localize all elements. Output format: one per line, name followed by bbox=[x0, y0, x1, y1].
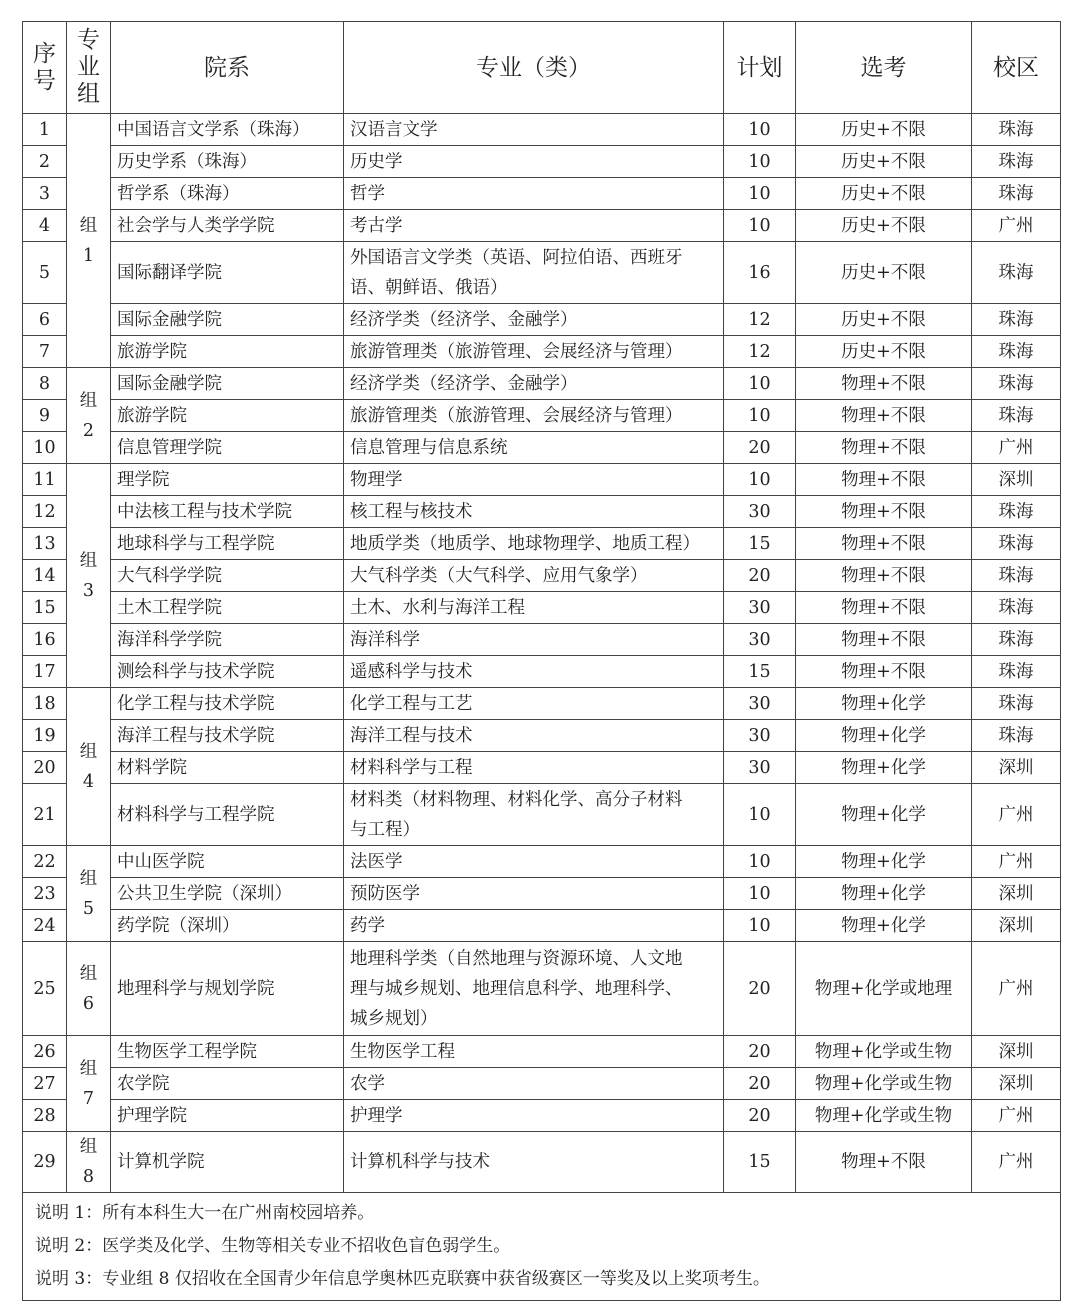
row-dept: 大气科学学院 bbox=[111, 560, 344, 592]
row-major: 考古学 bbox=[344, 210, 724, 242]
group-label: 组 2 bbox=[79, 390, 98, 441]
row-campus: 珠海 bbox=[972, 688, 1061, 720]
row-subject: 物理+化学或生物 bbox=[796, 1036, 972, 1068]
row-dept: 海洋科学学院 bbox=[111, 624, 344, 656]
table-row bbox=[23, 560, 1061, 592]
row-subject: 历史+不限 bbox=[796, 336, 972, 368]
row-major: 哲学 bbox=[344, 178, 724, 210]
table-row bbox=[23, 496, 1061, 528]
row-campus: 广州 bbox=[972, 432, 1061, 464]
group-label: 组 5 bbox=[79, 868, 98, 919]
row-major: 信息管理与信息系统 bbox=[344, 432, 724, 464]
row-seq: 8 bbox=[23, 368, 67, 400]
row-dept: 地理科学与规划学院 bbox=[111, 942, 344, 1036]
row-campus: 珠海 bbox=[972, 304, 1061, 336]
row-major-line: 城乡规划） bbox=[350, 1008, 438, 1029]
header-major: 专业（类） bbox=[344, 22, 724, 114]
row-subject: 物理+化学 bbox=[796, 910, 972, 942]
row-dept: 国际翻译学院 bbox=[111, 242, 344, 304]
row-subject: 物理+不限 bbox=[796, 400, 972, 432]
table-row bbox=[23, 624, 1061, 656]
row-plan: 30 bbox=[724, 496, 796, 528]
row-seq: 7 bbox=[23, 336, 67, 368]
row-plan: 10 bbox=[724, 464, 796, 496]
row-dept: 生物医学工程学院 bbox=[111, 1036, 344, 1068]
table-row bbox=[23, 784, 1061, 846]
row-seq: 19 bbox=[23, 720, 67, 752]
row-plan: 15 bbox=[724, 656, 796, 688]
row-plan: 10 bbox=[724, 910, 796, 942]
row-subject: 物理+化学或生物 bbox=[796, 1068, 972, 1100]
row-major: 海洋科学 bbox=[344, 624, 724, 656]
row-subject: 物理+不限 bbox=[796, 432, 972, 464]
row-major-line: 地理科学类（自然地理与资源环境、人文地 bbox=[350, 948, 683, 969]
row-major bbox=[344, 942, 724, 1036]
row-subject: 物理+化学 bbox=[796, 784, 972, 846]
row-plan: 20 bbox=[724, 942, 796, 1036]
row-plan: 30 bbox=[724, 688, 796, 720]
row-subject: 历史+不限 bbox=[796, 178, 972, 210]
header-campus: 校区 bbox=[972, 22, 1061, 114]
row-dept: 农学院 bbox=[111, 1068, 344, 1100]
row-campus: 深圳 bbox=[972, 878, 1061, 910]
row-plan: 30 bbox=[724, 752, 796, 784]
row-dept: 地球科学与工程学院 bbox=[111, 528, 344, 560]
row-dept: 中法核工程与技术学院 bbox=[111, 496, 344, 528]
row-campus: 珠海 bbox=[972, 400, 1061, 432]
row-major: 核工程与核技术 bbox=[344, 496, 724, 528]
row-subject: 物理+化学 bbox=[796, 846, 972, 878]
row-campus: 珠海 bbox=[972, 496, 1061, 528]
table-row bbox=[23, 146, 1061, 178]
row-major: 预防医学 bbox=[344, 878, 724, 910]
table-body bbox=[23, 114, 1061, 1193]
row-seq: 18 bbox=[23, 688, 67, 720]
row-major-line: 与工程） bbox=[350, 819, 420, 840]
row-subject: 物理+化学 bbox=[796, 720, 972, 752]
row-plan: 10 bbox=[724, 400, 796, 432]
row-major-line: 语、朝鲜语、俄语） bbox=[350, 277, 508, 298]
row-seq: 3 bbox=[23, 178, 67, 210]
row-subject: 历史+不限 bbox=[796, 210, 972, 242]
header-subject: 选考 bbox=[796, 22, 972, 114]
row-campus: 珠海 bbox=[972, 368, 1061, 400]
group-label: 组 1 bbox=[79, 215, 98, 266]
row-seq: 10 bbox=[23, 432, 67, 464]
row-seq: 24 bbox=[23, 910, 67, 942]
row-campus: 广州 bbox=[972, 1132, 1061, 1193]
row-dept: 国际金融学院 bbox=[111, 304, 344, 336]
row-plan: 10 bbox=[724, 878, 796, 910]
row-campus: 珠海 bbox=[972, 146, 1061, 178]
row-campus: 广州 bbox=[972, 210, 1061, 242]
row-plan: 20 bbox=[724, 432, 796, 464]
table-row bbox=[23, 1132, 1061, 1193]
row-subject: 物理+化学 bbox=[796, 688, 972, 720]
notes-cell bbox=[23, 1193, 1061, 1301]
row-subject: 历史+不限 bbox=[796, 242, 972, 304]
group-cell bbox=[67, 688, 111, 846]
row-subject: 物理+化学 bbox=[796, 752, 972, 784]
admission-plan-table bbox=[22, 21, 1061, 1301]
row-subject: 历史+不限 bbox=[796, 304, 972, 336]
row-campus: 珠海 bbox=[972, 178, 1061, 210]
admission-plan-table-wrapper bbox=[22, 21, 1060, 1301]
row-dept: 护理学院 bbox=[111, 1100, 344, 1132]
row-major: 材料科学与工程 bbox=[344, 752, 724, 784]
table-row bbox=[23, 464, 1061, 496]
row-seq: 12 bbox=[23, 496, 67, 528]
table-row bbox=[23, 592, 1061, 624]
table-row bbox=[23, 1100, 1061, 1132]
row-major-line: 理与城乡规划、地理信息科学、地理科学、 bbox=[350, 978, 683, 999]
row-dept: 测绘科学与技术学院 bbox=[111, 656, 344, 688]
row-campus: 深圳 bbox=[972, 752, 1061, 784]
row-dept: 信息管理学院 bbox=[111, 432, 344, 464]
row-campus: 深圳 bbox=[972, 1036, 1061, 1068]
row-seq: 26 bbox=[23, 1036, 67, 1068]
row-plan: 20 bbox=[724, 1036, 796, 1068]
table-row bbox=[23, 878, 1061, 910]
row-plan: 15 bbox=[724, 528, 796, 560]
row-subject: 物理+不限 bbox=[796, 496, 972, 528]
row-plan: 15 bbox=[724, 1132, 796, 1193]
row-major: 法医学 bbox=[344, 846, 724, 878]
row-campus: 珠海 bbox=[972, 560, 1061, 592]
row-plan: 12 bbox=[724, 304, 796, 336]
row-major: 遥感科学与技术 bbox=[344, 656, 724, 688]
row-seq: 15 bbox=[23, 592, 67, 624]
table-row bbox=[23, 910, 1061, 942]
note-1: 说明 1：所有本科生大一在广州南校园培养。 bbox=[35, 1203, 375, 1223]
row-seq: 25 bbox=[23, 942, 67, 1036]
row-subject: 历史+不限 bbox=[796, 114, 972, 146]
header-row bbox=[23, 22, 1061, 114]
row-plan: 10 bbox=[724, 846, 796, 878]
header-plan: 计划 bbox=[724, 22, 796, 114]
row-plan: 30 bbox=[724, 720, 796, 752]
row-subject: 物理+不限 bbox=[796, 464, 972, 496]
row-major: 经济学类（经济学、金融学） bbox=[344, 368, 724, 400]
row-major: 旅游管理类（旅游管理、会展经济与管理） bbox=[344, 336, 724, 368]
row-plan: 10 bbox=[724, 210, 796, 242]
group-label: 组 3 bbox=[79, 550, 98, 601]
row-major-line: 外国语言文学类（英语、阿拉伯语、西班牙 bbox=[350, 247, 683, 268]
group-label: 组 7 bbox=[79, 1058, 98, 1109]
row-campus: 广州 bbox=[972, 942, 1061, 1036]
row-seq: 6 bbox=[23, 304, 67, 336]
row-major: 土木、水利与海洋工程 bbox=[344, 592, 724, 624]
row-dept: 中国语言文学系（珠海） bbox=[111, 114, 344, 146]
header-group: 专业组 bbox=[67, 22, 111, 114]
row-subject: 物理+不限 bbox=[796, 560, 972, 592]
group-cell bbox=[67, 846, 111, 942]
row-seq: 13 bbox=[23, 528, 67, 560]
row-campus: 深圳 bbox=[972, 464, 1061, 496]
row-seq: 1 bbox=[23, 114, 67, 146]
row-subject: 物理+不限 bbox=[796, 1132, 972, 1193]
header-dept: 院系 bbox=[111, 22, 344, 114]
table-row bbox=[23, 528, 1061, 560]
table-row bbox=[23, 720, 1061, 752]
row-plan: 10 bbox=[724, 114, 796, 146]
row-plan: 10 bbox=[724, 784, 796, 846]
row-seq: 23 bbox=[23, 878, 67, 910]
row-dept: 计算机学院 bbox=[111, 1132, 344, 1193]
row-subject: 物理+化学或地理 bbox=[796, 942, 972, 1036]
row-major bbox=[344, 784, 724, 846]
note-2: 说明 2：医学类及化学、生物等相关专业不招收色盲色弱学生。 bbox=[35, 1236, 511, 1256]
row-seq: 11 bbox=[23, 464, 67, 496]
row-dept: 海洋工程与技术学院 bbox=[111, 720, 344, 752]
row-campus: 珠海 bbox=[972, 624, 1061, 656]
table-row bbox=[23, 336, 1061, 368]
row-major: 化学工程与工艺 bbox=[344, 688, 724, 720]
row-major: 旅游管理类（旅游管理、会展经济与管理） bbox=[344, 400, 724, 432]
table-row bbox=[23, 242, 1061, 304]
row-dept: 历史学系（珠海） bbox=[111, 146, 344, 178]
group-label: 组 6 bbox=[79, 963, 98, 1014]
table-row bbox=[23, 1068, 1061, 1100]
group-cell bbox=[67, 114, 111, 368]
row-major: 生物医学工程 bbox=[344, 1036, 724, 1068]
group-label: 组 4 bbox=[79, 741, 98, 792]
row-plan: 30 bbox=[724, 624, 796, 656]
row-seq: 29 bbox=[23, 1132, 67, 1193]
row-plan: 20 bbox=[724, 1100, 796, 1132]
row-dept: 国际金融学院 bbox=[111, 368, 344, 400]
row-seq: 9 bbox=[23, 400, 67, 432]
row-dept: 理学院 bbox=[111, 464, 344, 496]
table-row bbox=[23, 210, 1061, 242]
table-row bbox=[23, 304, 1061, 336]
row-seq: 20 bbox=[23, 752, 67, 784]
row-dept: 土木工程学院 bbox=[111, 592, 344, 624]
row-seq: 21 bbox=[23, 784, 67, 846]
row-dept: 材料学院 bbox=[111, 752, 344, 784]
row-dept: 社会学与人类学学院 bbox=[111, 210, 344, 242]
row-seq: 4 bbox=[23, 210, 67, 242]
row-campus: 珠海 bbox=[972, 242, 1061, 304]
row-major: 物理学 bbox=[344, 464, 724, 496]
row-plan: 10 bbox=[724, 368, 796, 400]
row-subject: 物理+不限 bbox=[796, 528, 972, 560]
notes-row bbox=[23, 1193, 1061, 1301]
table-row bbox=[23, 400, 1061, 432]
row-plan: 10 bbox=[724, 146, 796, 178]
row-plan: 20 bbox=[724, 1068, 796, 1100]
row-seq: 2 bbox=[23, 146, 67, 178]
group-cell bbox=[67, 368, 111, 464]
row-seq: 22 bbox=[23, 846, 67, 878]
row-seq: 14 bbox=[23, 560, 67, 592]
row-dept: 哲学系（珠海） bbox=[111, 178, 344, 210]
row-campus: 珠海 bbox=[972, 720, 1061, 752]
row-seq: 16 bbox=[23, 624, 67, 656]
row-major: 地质学类（地质学、地球物理学、地质工程） bbox=[344, 528, 724, 560]
row-seq: 27 bbox=[23, 1068, 67, 1100]
row-campus: 珠海 bbox=[972, 528, 1061, 560]
table-row bbox=[23, 368, 1061, 400]
row-subject: 物理+化学 bbox=[796, 878, 972, 910]
row-dept: 化学工程与技术学院 bbox=[111, 688, 344, 720]
row-campus: 珠海 bbox=[972, 656, 1061, 688]
row-subject: 物理+不限 bbox=[796, 368, 972, 400]
row-plan: 10 bbox=[724, 178, 796, 210]
row-major bbox=[344, 242, 724, 304]
row-subject: 物理+化学或生物 bbox=[796, 1100, 972, 1132]
row-major: 计算机科学与技术 bbox=[344, 1132, 724, 1193]
row-seq: 17 bbox=[23, 656, 67, 688]
row-campus: 珠海 bbox=[972, 336, 1061, 368]
row-campus: 广州 bbox=[972, 1100, 1061, 1132]
row-major: 经济学类（经济学、金融学） bbox=[344, 304, 724, 336]
group-cell bbox=[67, 1036, 111, 1132]
row-campus: 珠海 bbox=[972, 114, 1061, 146]
row-subject: 物理+不限 bbox=[796, 624, 972, 656]
row-dept: 公共卫生学院（深圳） bbox=[111, 878, 344, 910]
row-campus: 深圳 bbox=[972, 1068, 1061, 1100]
table-row bbox=[23, 942, 1061, 1036]
header-seq: 序号 bbox=[23, 22, 67, 114]
table-row bbox=[23, 1036, 1061, 1068]
table-row bbox=[23, 114, 1061, 146]
table-row bbox=[23, 752, 1061, 784]
table-row bbox=[23, 178, 1061, 210]
row-subject: 物理+不限 bbox=[796, 656, 972, 688]
row-plan: 20 bbox=[724, 560, 796, 592]
row-campus: 广州 bbox=[972, 784, 1061, 846]
row-campus: 珠海 bbox=[972, 592, 1061, 624]
row-seq: 5 bbox=[23, 242, 67, 304]
row-dept: 材料科学与工程学院 bbox=[111, 784, 344, 846]
table-row bbox=[23, 432, 1061, 464]
row-dept: 旅游学院 bbox=[111, 336, 344, 368]
group-label: 组 8 bbox=[79, 1137, 98, 1187]
row-dept: 旅游学院 bbox=[111, 400, 344, 432]
row-major: 药学 bbox=[344, 910, 724, 942]
table-row bbox=[23, 656, 1061, 688]
group-cell bbox=[67, 942, 111, 1036]
row-major: 历史学 bbox=[344, 146, 724, 178]
row-subject: 历史+不限 bbox=[796, 146, 972, 178]
row-major: 大气科学类（大气科学、应用气象学） bbox=[344, 560, 724, 592]
row-campus: 深圳 bbox=[972, 910, 1061, 942]
row-major-line: 材料类（材料物理、材料化学、高分子材料 bbox=[350, 789, 683, 810]
row-plan: 12 bbox=[724, 336, 796, 368]
note-3: 说明 3：专业组 8 仅招收在全国青少年信息学奥林匹克联赛中获省级赛区一等奖及以上奖项考生。 bbox=[35, 1269, 770, 1289]
row-major: 海洋工程与技术 bbox=[344, 720, 724, 752]
row-major: 农学 bbox=[344, 1068, 724, 1100]
row-campus: 广州 bbox=[972, 846, 1061, 878]
group-cell bbox=[67, 1132, 111, 1193]
row-dept: 药学院（深圳） bbox=[111, 910, 344, 942]
row-major: 汉语言文学 bbox=[344, 114, 724, 146]
row-subject: 物理+不限 bbox=[796, 592, 972, 624]
row-major: 护理学 bbox=[344, 1100, 724, 1132]
row-seq: 28 bbox=[23, 1100, 67, 1132]
row-plan: 16 bbox=[724, 242, 796, 304]
row-plan: 30 bbox=[724, 592, 796, 624]
group-cell bbox=[67, 464, 111, 688]
row-dept: 中山医学院 bbox=[111, 846, 344, 878]
table-row bbox=[23, 846, 1061, 878]
table-row bbox=[23, 688, 1061, 720]
